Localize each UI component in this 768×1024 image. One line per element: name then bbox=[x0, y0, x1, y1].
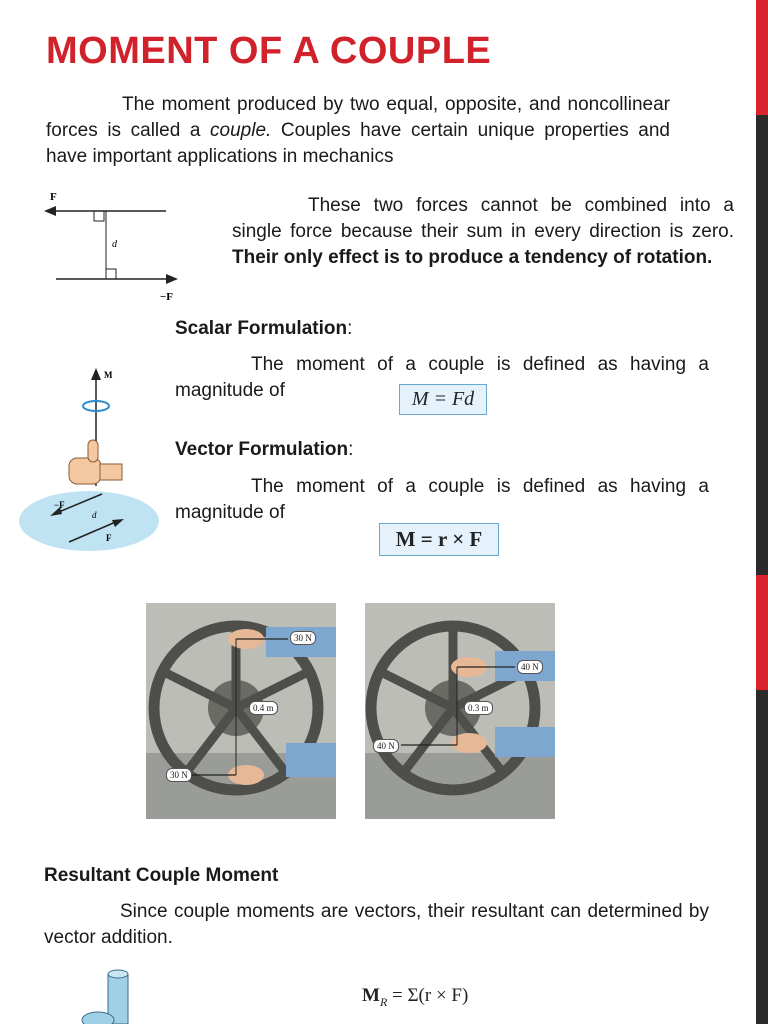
diagram-label-f: F bbox=[50, 191, 57, 203]
couple-text-bold: Their only effect is to produce a tendency of rotation. bbox=[232, 247, 713, 268]
resultant-heading: Resultant Couple Moment bbox=[44, 865, 279, 886]
edge-dark-bar-bottom bbox=[756, 690, 768, 1024]
vector-heading-text: Vector Formulation bbox=[175, 439, 349, 460]
scalar-equation bbox=[399, 384, 487, 415]
couple-paragraph bbox=[232, 193, 734, 271]
wheel-photo-right-art bbox=[365, 603, 555, 819]
moment-arrowhead bbox=[91, 368, 101, 380]
diagram-label-d: d bbox=[112, 239, 117, 250]
resultant-eq-sub: R bbox=[379, 994, 388, 1009]
vector-equation-text: M = r × F bbox=[395, 527, 483, 551]
intro-paragraph bbox=[46, 92, 670, 170]
vector-heading bbox=[175, 437, 353, 463]
vector-paragraph bbox=[175, 474, 709, 526]
resultant-equation bbox=[362, 985, 468, 1010]
intro-text-1: The moment produced by two equal, opposite, and noncollinear forces is called a bbox=[46, 94, 670, 141]
left-force-top-label: 30 N bbox=[290, 631, 316, 645]
right-force-bottom-label: 40 N bbox=[373, 739, 399, 753]
top-force-arrowhead bbox=[44, 206, 56, 216]
diagram-label-m: M bbox=[104, 370, 113, 380]
vector-equation bbox=[379, 523, 499, 556]
couple-force-diagram bbox=[40, 186, 190, 306]
couple-text: These two forces cannot be combined into a single force because their sum in every direction is zero. bbox=[232, 195, 734, 242]
bottom-right-angle-mark bbox=[106, 269, 116, 279]
left-distance-label: 0.4 m bbox=[249, 701, 278, 715]
page-title: MOMENT OF A COUPLE bbox=[46, 30, 492, 72]
bottom-force-arrowhead bbox=[166, 274, 178, 284]
edge-dark-bar bbox=[756, 115, 768, 575]
diagram-label-f-hand: F bbox=[106, 533, 112, 543]
pipe-illustration bbox=[78, 968, 158, 1024]
diagram-label-neg-f: −F bbox=[160, 291, 173, 303]
edge-accent-bar-mid bbox=[756, 575, 768, 690]
wheel-photo-left bbox=[146, 603, 336, 819]
intro-couple-term: couple. bbox=[210, 120, 272, 141]
scalar-heading-colon: : bbox=[347, 318, 353, 339]
right-hand-rule-diagram bbox=[14, 366, 164, 556]
hand-thumb bbox=[88, 440, 98, 462]
resultant-eq-rest: = Σ(r × F) bbox=[387, 985, 469, 1006]
left-force-bottom-label: 30 N bbox=[166, 768, 192, 782]
hand-fist bbox=[69, 458, 101, 484]
right-force-top-label: 40 N bbox=[517, 660, 543, 674]
scalar-text: The moment of a couple is defined as having a magnitude of bbox=[175, 354, 709, 401]
scalar-equation-text: M = Fd bbox=[411, 388, 475, 410]
diagram-label-d-hand: d bbox=[92, 510, 97, 520]
edge-accent-bar-top bbox=[756, 0, 768, 115]
resultant-paragraph bbox=[44, 899, 709, 951]
hand-wrist bbox=[100, 464, 122, 480]
top-right-angle-mark bbox=[94, 211, 104, 221]
vector-text: The moment of a couple is defined as having a magnitude of bbox=[175, 476, 709, 523]
resultant-text: Since couple moments are vectors, their resultant can determined by vector addition. bbox=[44, 901, 709, 948]
diagram-label-neg-f-hand: −F bbox=[54, 500, 65, 510]
resultant-eq-m: M bbox=[362, 985, 380, 1006]
vector-heading-colon: : bbox=[348, 439, 354, 460]
scalar-heading bbox=[175, 316, 352, 342]
right-distance-label: 0.3 m bbox=[464, 701, 493, 715]
scalar-heading-text: Scalar Formulation bbox=[175, 318, 348, 339]
intro-text-2: Couples have certain unique properties and have important applications in mechanics bbox=[46, 120, 670, 167]
wheel-photo-right bbox=[365, 603, 555, 819]
